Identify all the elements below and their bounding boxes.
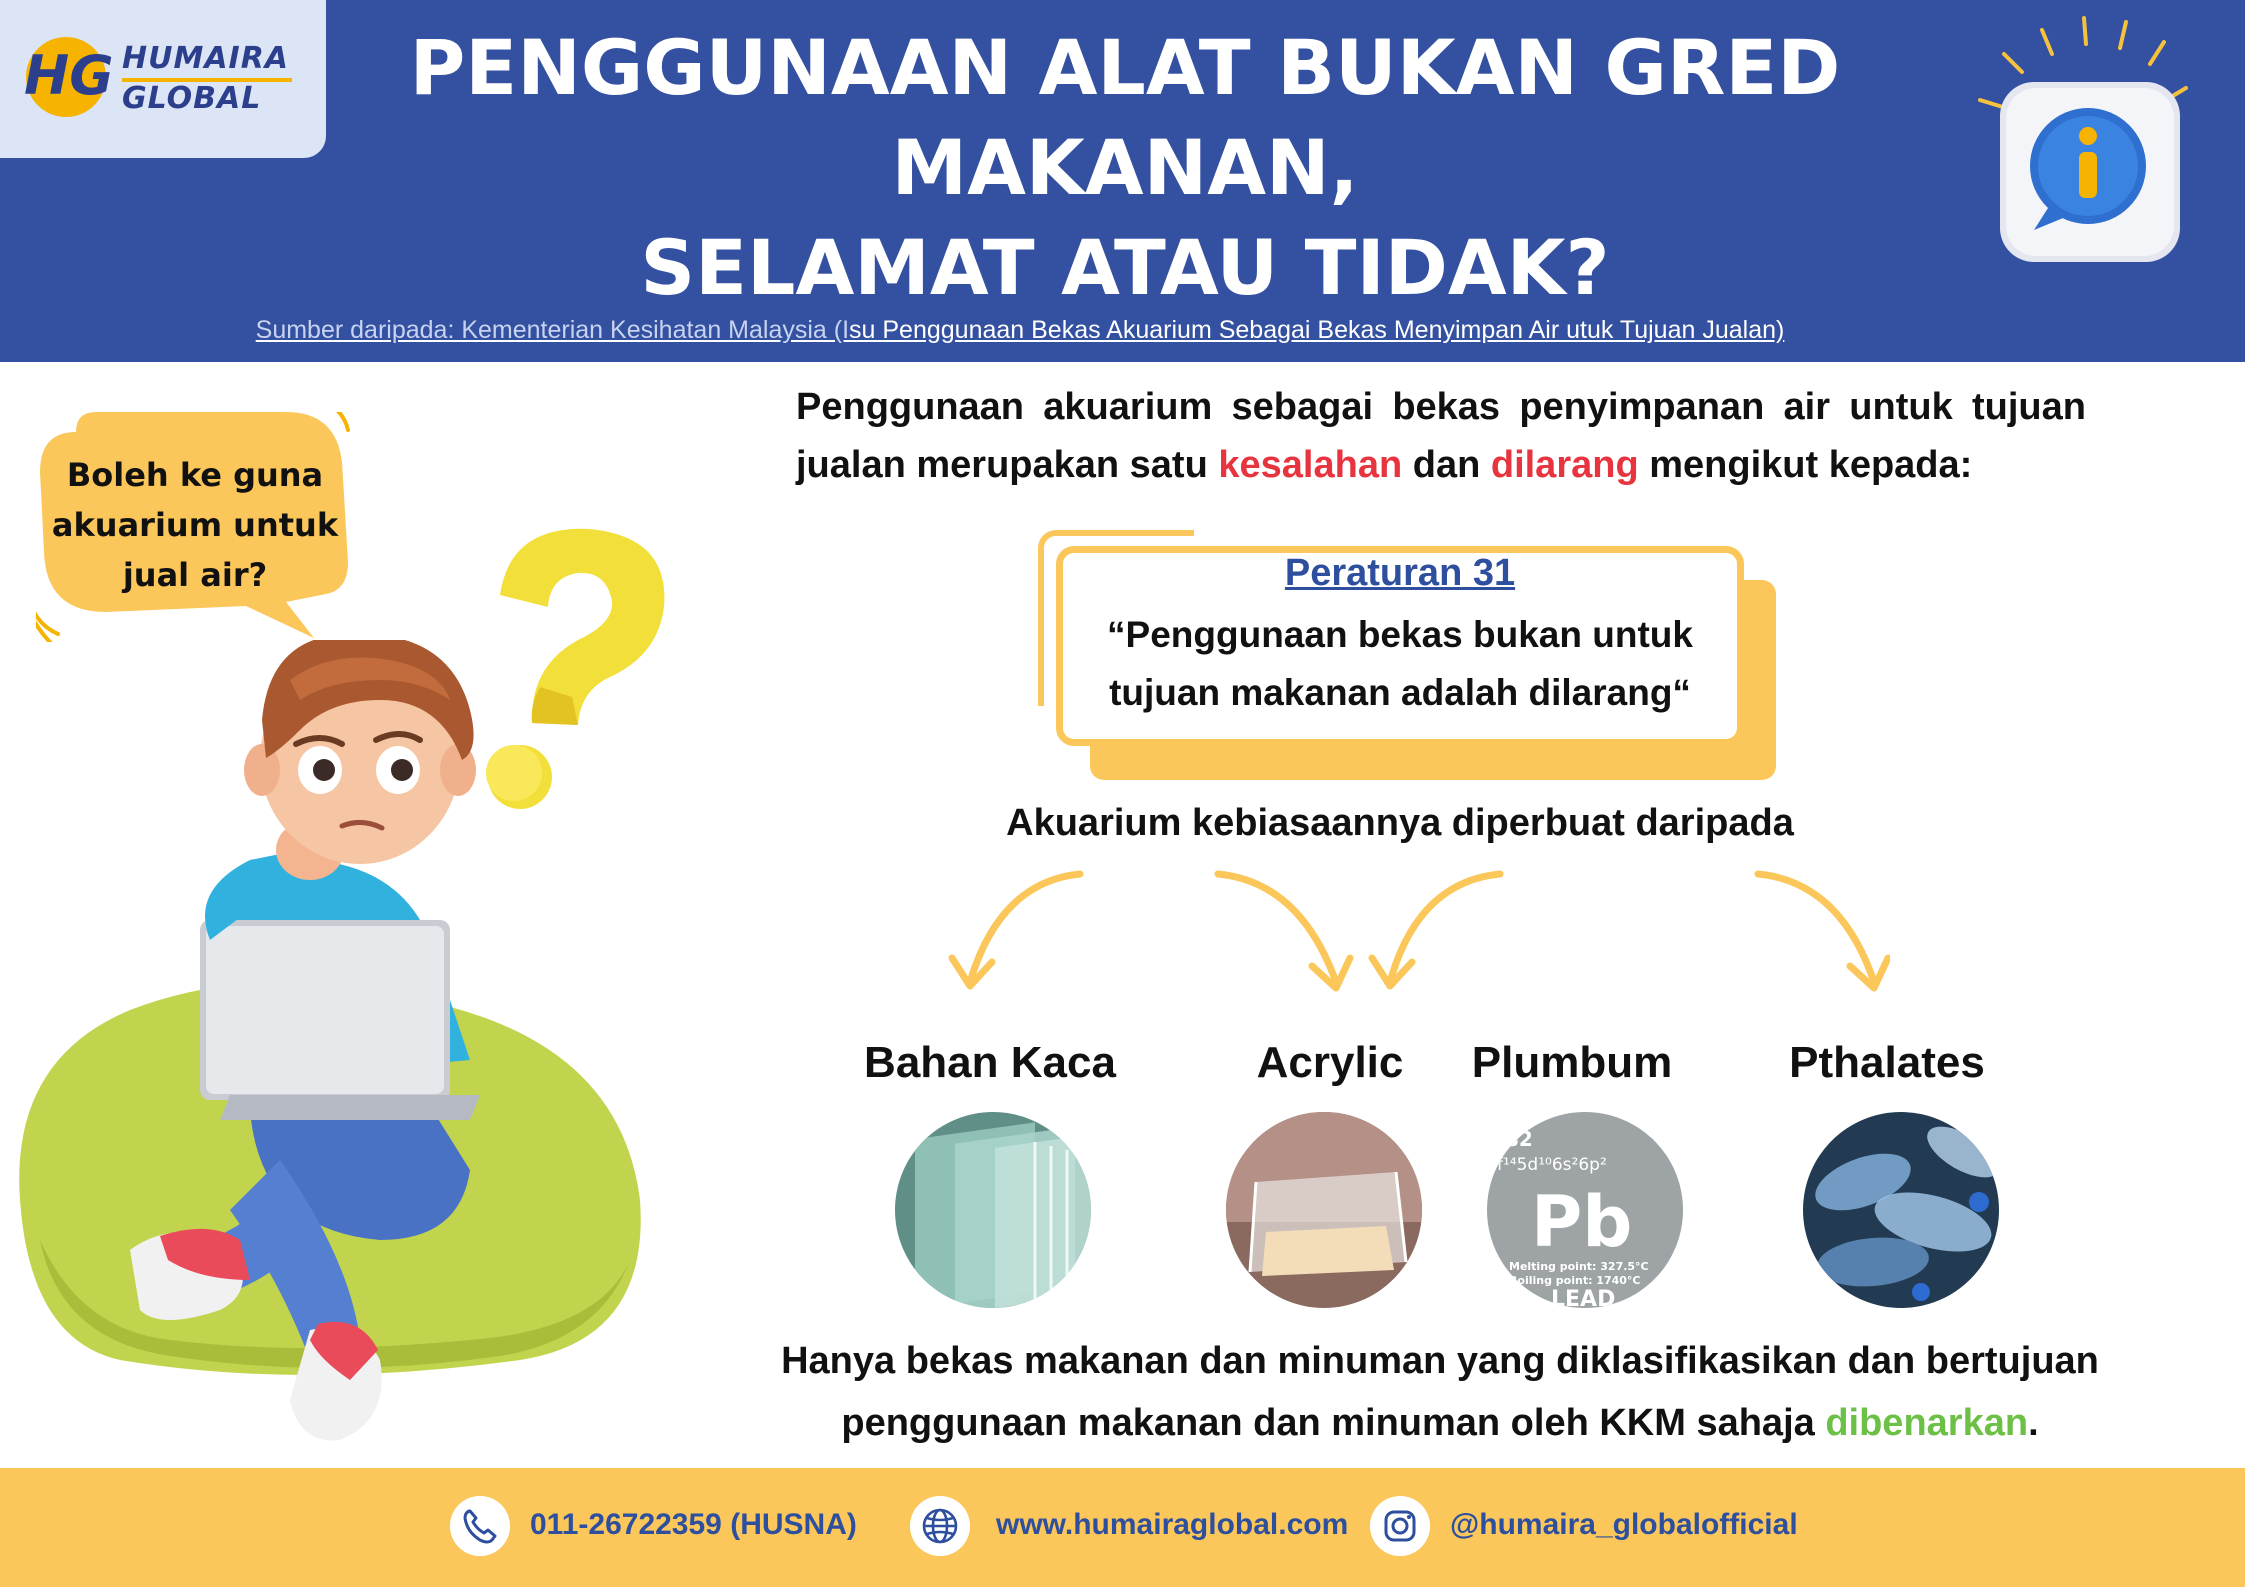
intro-text-2: dan (1402, 444, 1491, 486)
page-title (330, 18, 1920, 318)
bubble-question (50, 450, 340, 600)
material-label-glass: Bahan Kaca (864, 1038, 1116, 1087)
thinking-person-illustration (0, 640, 680, 1450)
intro-text-1: Penggunaan akuarium sebagai bekas penyimpanan air untuk tujuan jualan merupakan satu (796, 386, 2086, 486)
lead-number: 82 (1505, 1127, 1533, 1151)
conclusion-line-1: Hanya bekas makanan dan minuman yang diklasifikasikan dan bertujuan (781, 1340, 2099, 1382)
arrow-down-right-icon (1758, 874, 1888, 988)
brand-name (122, 42, 322, 116)
lead-melting: Melting point: 327.5°C (1509, 1260, 1649, 1273)
source-title: su Penggunaan Bekas Akuarium Sebagai Bekas Menyimpan Air utuk Tujuan Jualan) (849, 316, 1785, 344)
arrow-down-right-icon (1218, 874, 1350, 988)
info-speech-bubble-icon (1960, 8, 2200, 268)
regulation-title: Peraturan 31 (1284, 552, 1516, 594)
conclusion-text (640, 1330, 2240, 1454)
lead-electron-config: f¹⁴5d¹⁰6s²6p² (1497, 1155, 1607, 1175)
bubble-line-1: Boleh ke guna (66, 456, 324, 494)
title-line-3: SELAMAT ATAU TIDAK? (640, 223, 1610, 312)
quote-line-2: tujuan makanan adalah dilarang“ (1109, 672, 1691, 713)
material-label-plumbum: Plumbum (1471, 1038, 1673, 1087)
source-prefix: Sumber daripada: Kementerian Kesihatan Malaysia (I (255, 316, 850, 344)
arrow-down-left-icon (952, 874, 1080, 986)
brand-name-line2: GLOBAL (122, 81, 262, 116)
materials-heading: Akuarium kebiasaannya diperbuat daripada (1006, 802, 1794, 844)
intro-text-3: mengikut kepada: (1638, 444, 1973, 486)
plastic-bottles-image (1803, 1112, 1999, 1308)
brand-name-line1: HUMAIRA (122, 41, 290, 76)
footer-phone[interactable]: 011-26722359 (HUSNA) (530, 1508, 857, 1541)
conclusion-highlight-dibenarkan: dibenarkan (1825, 1402, 2029, 1444)
conclusion-period: . (2028, 1402, 2039, 1444)
instagram-icon (1370, 1496, 1430, 1556)
conclusion-line-2 (640, 1392, 2240, 1454)
phone-icon (450, 1496, 510, 1556)
curved-arrows (940, 862, 1890, 1002)
arrow-down-left-icon (1372, 874, 1500, 986)
lead-boiling: Boiling point: 1740°C (1509, 1274, 1641, 1287)
bubble-line-2: akuarium untuk (51, 506, 339, 544)
lead-name: LEAD (1551, 1287, 1616, 1308)
material-label-pthalates: Pthalates (1789, 1038, 1985, 1087)
lead-symbol: Pb (1531, 1181, 1633, 1263)
material-label-acrylic: Acrylic (1256, 1038, 1404, 1087)
bubble-line-3: jual air? (122, 556, 268, 594)
title-line-1: PENGGUNAAN ALAT BUKAN GRED (409, 23, 1841, 112)
intro-highlight-dilarang: dilarang (1490, 444, 1639, 486)
lead-element-image (1487, 1112, 1683, 1308)
source-link[interactable] (200, 316, 1840, 345)
intro-paragraph (796, 378, 2086, 494)
hg-logo-icon (18, 32, 118, 122)
globe-icon (910, 1496, 970, 1556)
glass-panes-image (895, 1112, 1091, 1308)
title-line-2: MAKANAN, (891, 123, 1359, 212)
regulation-quote (1056, 606, 1744, 722)
quote-line-1: “Penggunaan bekas bukan untuk (1107, 614, 1693, 655)
footer-instagram[interactable]: @humaira_globalofficial (1450, 1508, 1798, 1541)
logo-mark-text: HG (24, 44, 114, 107)
conclusion-text-2: penggunaan makanan dan minuman oleh KKM sahaja (841, 1402, 1826, 1444)
intro-highlight-kesalahan: kesalahan (1218, 444, 1403, 486)
acrylic-box-image (1226, 1112, 1422, 1308)
footer-website[interactable]: www.humairaglobal.com (996, 1508, 1349, 1541)
